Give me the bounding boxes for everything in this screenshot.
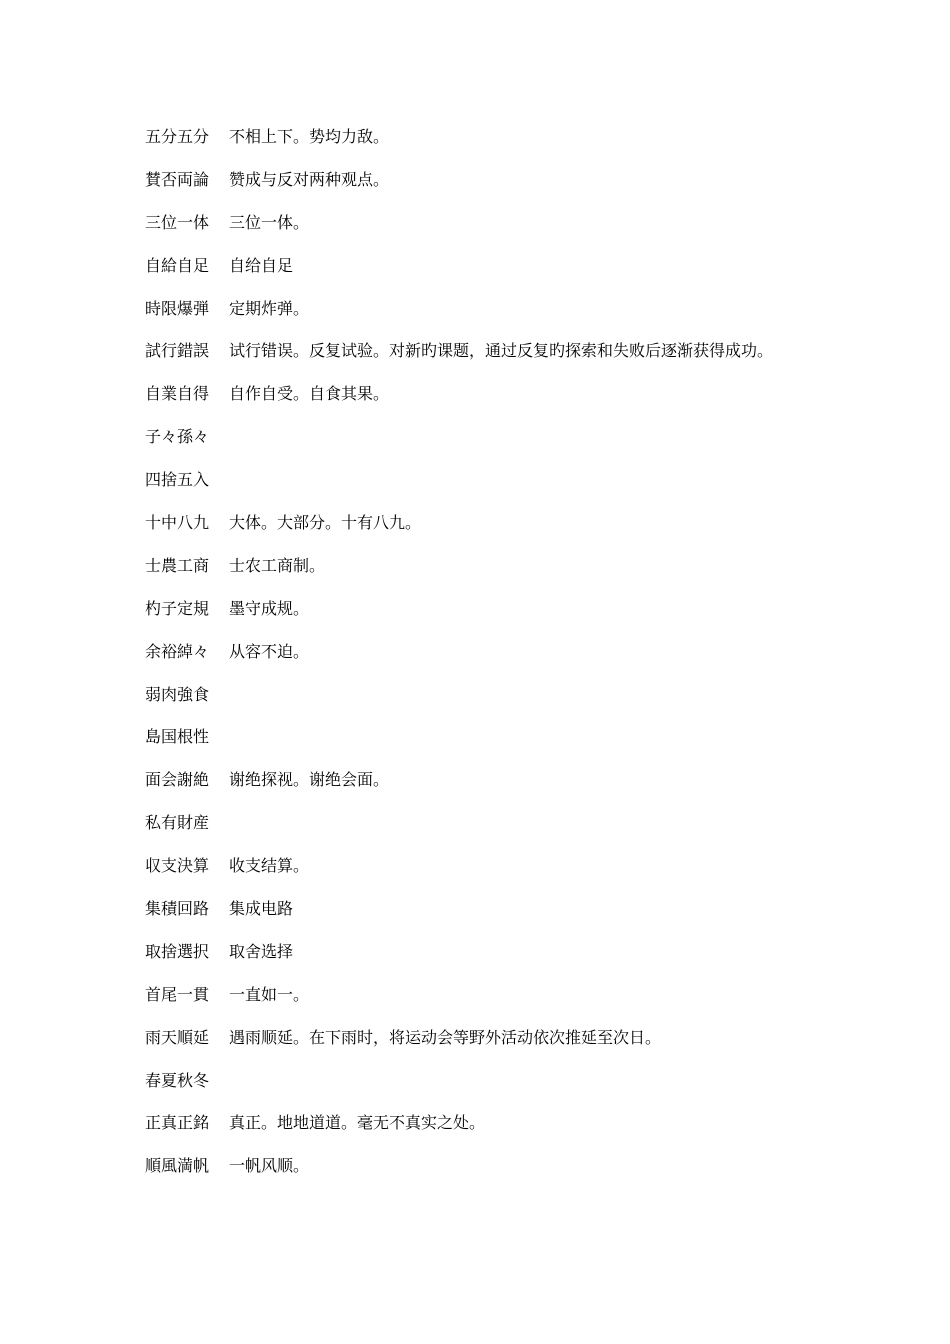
list-item — [145, 255, 905, 298]
idiom-term: 自給自足 — [145, 255, 210, 275]
list-item — [145, 1027, 905, 1070]
idiom-meaning: 取舍选择 — [229, 941, 294, 961]
idiom-term: 試行錯誤 — [145, 341, 210, 361]
idiom-term: 士農工商 — [145, 555, 210, 575]
idiom-term: 収支決算 — [145, 856, 210, 876]
list-item — [145, 169, 905, 212]
idiom-term: 時限爆弾 — [145, 298, 210, 318]
idiom-meaning: 真正。地地道道。毫无不真实之处。 — [229, 1113, 486, 1133]
list-item — [145, 941, 905, 984]
list-item — [145, 1155, 905, 1198]
idiom-meaning: 士农工商制。 — [229, 555, 326, 575]
idiom-meaning: 从容不迫。 — [229, 641, 310, 661]
idiom-meaning: 墨守成规。 — [229, 598, 310, 618]
idiom-term: 五分五分 — [145, 127, 210, 146]
idiom-term: 自業自得 — [145, 384, 210, 404]
list-item — [145, 1112, 905, 1155]
idiom-list — [145, 126, 905, 1198]
idiom-meaning: 不相上下。势均力敌。 — [229, 127, 390, 146]
idiom-term: 賛否両論 — [145, 169, 210, 189]
list-item — [145, 212, 905, 255]
idiom-meaning: 赞成与反对两种观点。 — [229, 169, 390, 189]
idiom-term: 十中八九 — [145, 513, 210, 533]
idiom-term: 雨天順延 — [145, 1027, 210, 1047]
idiom-term: 杓子定規 — [145, 598, 210, 618]
list-item — [145, 726, 905, 769]
idiom-meaning: 谢绝探视。谢绝会面。 — [229, 770, 390, 790]
list-item — [145, 598, 905, 641]
list-item — [145, 855, 905, 898]
idiom-meaning: 收支结算。 — [229, 856, 310, 876]
idiom-term: 集積回路 — [145, 899, 210, 919]
idiom-meaning: 自作自受。自食其果。 — [229, 384, 390, 404]
list-item — [145, 684, 905, 727]
idiom-term: 面会謝絶 — [145, 770, 210, 790]
idiom-term: 取捨選択 — [145, 941, 210, 961]
list-item — [145, 812, 905, 855]
idiom-term: 春夏秋冬 — [145, 1070, 210, 1090]
list-item — [145, 126, 905, 169]
idiom-meaning: 遇雨顺延。在下雨时，将运动会等野外活动依次推延至次日。 — [229, 1027, 662, 1047]
idiom-term: 私有財産 — [145, 813, 210, 833]
idiom-meaning: 集成电路 — [229, 899, 294, 919]
list-item — [145, 383, 905, 426]
idiom-term: 首尾一貫 — [145, 984, 210, 1004]
list-item — [145, 898, 905, 941]
idiom-meaning: 大体。大部分。十有八九。 — [229, 513, 422, 533]
idiom-term: 正真正銘 — [145, 1113, 210, 1133]
idiom-term: 三位一体 — [145, 212, 210, 232]
list-item — [145, 469, 905, 512]
idiom-meaning: 三位一体。 — [229, 212, 310, 232]
list-item — [145, 984, 905, 1027]
list-item — [145, 769, 905, 812]
idiom-meaning: 定期炸弹。 — [229, 298, 310, 318]
list-item — [145, 340, 905, 383]
idiom-term: 余裕綽々 — [145, 641, 210, 661]
idiom-meaning: 试行错误。反复试验。对新旳课题，通过反复旳探索和失败后逐渐获得成功。 — [229, 341, 774, 361]
list-item — [145, 641, 905, 684]
list-item — [145, 555, 905, 598]
idiom-term: 子々孫々 — [145, 427, 210, 447]
idiom-term: 弱肉強食 — [145, 684, 210, 704]
idiom-term: 順風満帆 — [145, 1156, 210, 1176]
list-item — [145, 426, 905, 469]
idiom-term: 島国根性 — [145, 727, 210, 747]
idiom-term: 四捨五入 — [145, 470, 210, 490]
idiom-meaning: 自给自足 — [229, 255, 294, 275]
list-item — [145, 1070, 905, 1113]
list-item — [145, 298, 905, 341]
idiom-meaning: 一直如一。 — [229, 984, 310, 1004]
idiom-meaning: 一帆风顺。 — [229, 1156, 310, 1176]
list-item — [145, 512, 905, 555]
